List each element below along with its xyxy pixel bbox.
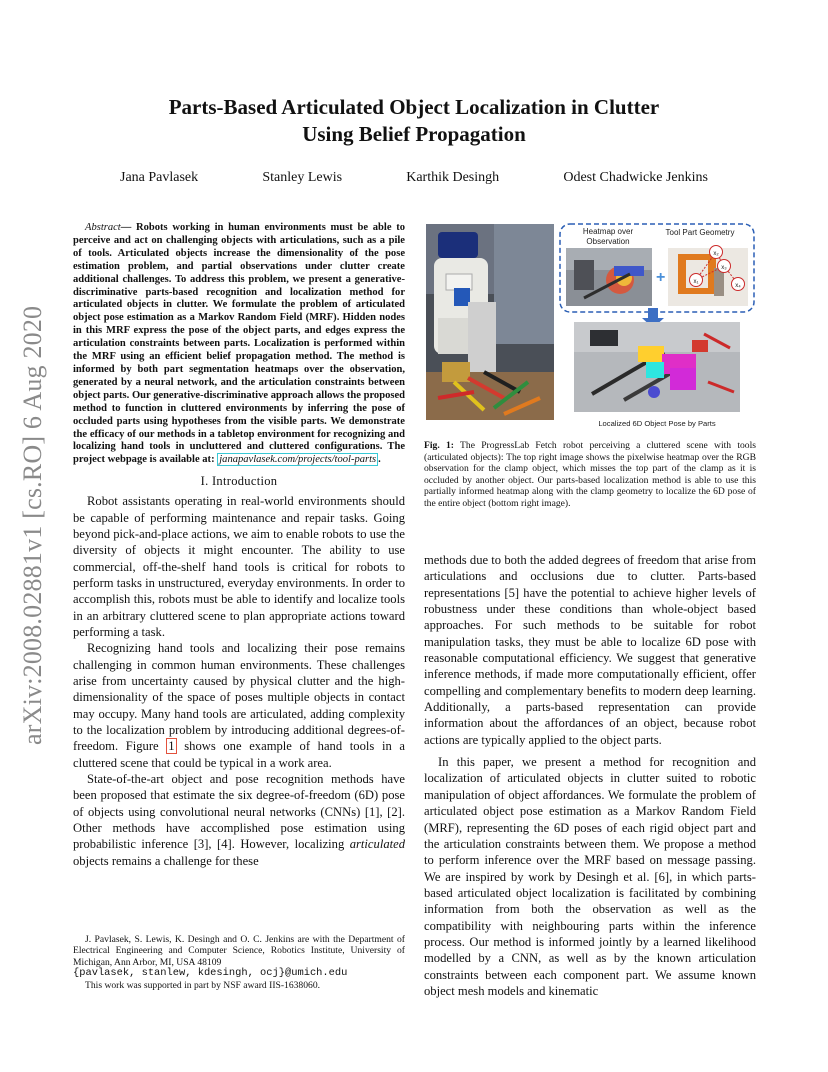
author: Karthik Desingh xyxy=(406,170,500,185)
heatmap-image xyxy=(566,248,652,306)
figure-1 xyxy=(424,222,756,434)
footnote-funding: This work was supported in part by NSF award IIS-1638060. xyxy=(85,979,321,991)
left-column xyxy=(73,222,405,869)
author: Jana Pavlasek xyxy=(120,170,199,185)
author: Stanley Lewis xyxy=(262,170,343,185)
localized-pose-label: Localized 6D Object Pose by Parts xyxy=(598,419,716,428)
abstract xyxy=(73,222,405,467)
arxiv-identifier: arXiv:2008.02881v1 [cs.RO] 6 Aug 2020 xyxy=(18,305,47,745)
abstract-body: Robots working in human environments must be able to perceive and act on challenging objects with articulations, such as a pile of tools. Articulated objects increase the dimensionality of the pose estimation problem, and partial observations under clutter create additional challenges. To address this problem, we present a generative-discriminative parts-based recognition and localization method for articulated objects in clutter. We formulate the problem of articulated object pose estimation as a Markov Random Field (MRF). Hidden nodes in this MRF express the pose of the object parts, and edges express the articulation constraints between parts. Localization is performed within the MRF using an efficient belief propagation method. The method is informed by both part segmentation heatmaps over the observation, generated by a neural network, and the articulation constraints between object parts. Our generative-discriminative approach allows the proposed method to function in cluttered environments by inferring the pose of occluded parts using hypotheses from the visible parts. We demonstrate the efficacy of our methods in a tabletop environment for recognizing and localizing hand tools in uncluttered and cluttered configurations. The project webpage is available at: xyxy=(73,222,405,466)
figure-ref-link[interactable]: 1 xyxy=(168,739,175,754)
geometry-label: Tool Part Geometry xyxy=(665,228,735,237)
intro-paragraph-3 xyxy=(73,771,405,869)
footnote-affiliation: J. Pavlasek, S. Lewis, K. Desingh and O. C. Jenkins are with the Department of Electrical Engineering and Computer Science, Robotics Institute, University of Michigan, Ann Arbor, MI, USA 48109 xyxy=(73,934,405,968)
caption-text: The ProgressLab Fetch robot perceiving a cluttered scene with tools (articulated objects): The top right image shows the pixelwise heatmap over the RGB observation for the clamp object, which misses the top part of the clamp as it is occluded by another object. Our parts-based localization method is able to use this partially informed heatmap along with the clamp geometry to localize the 6D pose of the entire object (bottom right image). xyxy=(424,440,756,509)
node-label: x₂ xyxy=(713,251,719,257)
footnote xyxy=(73,934,405,991)
abstract-lead: Abstract xyxy=(85,222,121,233)
node-label: x₁ xyxy=(693,279,699,285)
node-label: x₃ xyxy=(721,265,727,271)
plus-sign-icon: + xyxy=(656,269,666,286)
intro-paragraph-2 xyxy=(73,640,405,771)
right-column xyxy=(424,552,756,999)
title-line-1: Parts-Based Articulated Object Localization in Clutter xyxy=(168,95,660,119)
intro-p2-text-a: Recognizing hand tools and localizing their pose remains challenging in common human environments. These challenges arise from uncertainty caused by physical clutter and the high-dimensionality of the space of poses multiple objects in contact may occupy. Many hand tools are articulated, adding complexity to the localization problem by introducing additional degrees-of-freedom. Figure xyxy=(73,641,405,754)
heatmap-label-1: Heatmap over xyxy=(582,227,634,236)
abstract-end: . xyxy=(378,454,381,466)
intro-paragraph-5: In this paper, we present a method for recognition and localization of articulated objects in clutter suited to robotic manipulation of object affordances. We formulate the problem of articulated object pose estimation as a Markov Random Field (MRF), representing the 6D poses of each rigid object part and the articulation constraints between them. We propose a method to perform inference over the MRF based on message passing. We are inspired by work by Desingh et al. [6], in which parts-based articulated object localization is facilitated by combining information from both the observation as well as the compatibility with neighbouring parts within the inference process. Our method is informed jointly by a learned likelihood modelled by a CNN, as well as by the known articulation constraints between each component part. We assume known object mesh models and kinematic xyxy=(424,755,756,998)
intro-p3-text-b: objects remains a challenge for these xyxy=(73,853,259,868)
author-list xyxy=(100,170,728,190)
title-line-2: Using Belief Propagation xyxy=(302,122,526,146)
intro-paragraph-1: Robot assistants operating in real-world environments should be capable of performing maintenance and repair tasks. Going beyond pick-and-place actions, we aim to enable robots to use the diversity of objects it might encounter. The ability to use commercial, off-the-shelf hand tools is critical for robots to perform tasks in unstructured, everyday environments. In order to accomplish this, robots must be able to identify and localize tools in an arbitrary cluttered scene to plan appropriate actions toward performing a task. xyxy=(73,494,405,639)
figure-1-graphic xyxy=(424,222,756,434)
footnote-emails: {pavlasek, stanlew, kdesingh, ocj}@umich.edu xyxy=(73,967,348,980)
project-url-link[interactable]: janapavlasek.com/projects/tool-parts xyxy=(219,454,377,466)
figure-caption xyxy=(424,440,756,510)
localized-pose-image xyxy=(574,322,740,412)
node-label: x₄ xyxy=(735,283,741,289)
author: Odest Chadwicke Jenkins xyxy=(563,170,708,185)
section-heading: I. Introduction xyxy=(200,474,278,489)
intro-p3-emphasis: articulated xyxy=(349,837,405,852)
intro-p2-text-b: shows one example of hand tools in a cluttered scene that could be typical in a work area. xyxy=(73,739,405,770)
robot-photo xyxy=(426,224,554,420)
tool-geometry-image xyxy=(668,246,748,307)
paper-title xyxy=(100,94,728,148)
intro-paragraph-4: methods due to both the added degrees of freedom that arise from articulations and occlusions due to clutter. Parts-based representations [5] have the potential to achieve higher levels of robustness under these conditions than whole-object based approaches. For such methods to be suitable for robot manipulation tasks, they must be able to localize 6D pose with reasonable computational efficiency. We suggest that generative inference methods, if made more computationally efficient, offer compelling and complementary benefits to modern deep learning. Additionally, a parts-based representation can provide information about the affordances of an object, because robot actions are typically applied to the object parts. xyxy=(424,553,756,747)
intro-p3-text-a: State-of-the-art object and pose recognition methods have been proposed that estimate the six degree-of-freedom (6D) pose of objects using convolutional neural networks (CNNs) [1], [2]. Other methods have accomplished pose estimation using probabilistic inference [3], [4]. However, localizing xyxy=(73,772,405,852)
heatmap-label-2: Observation xyxy=(586,237,630,246)
caption-label: Fig. 1: xyxy=(424,440,454,451)
abstract-dash: — xyxy=(120,222,132,233)
